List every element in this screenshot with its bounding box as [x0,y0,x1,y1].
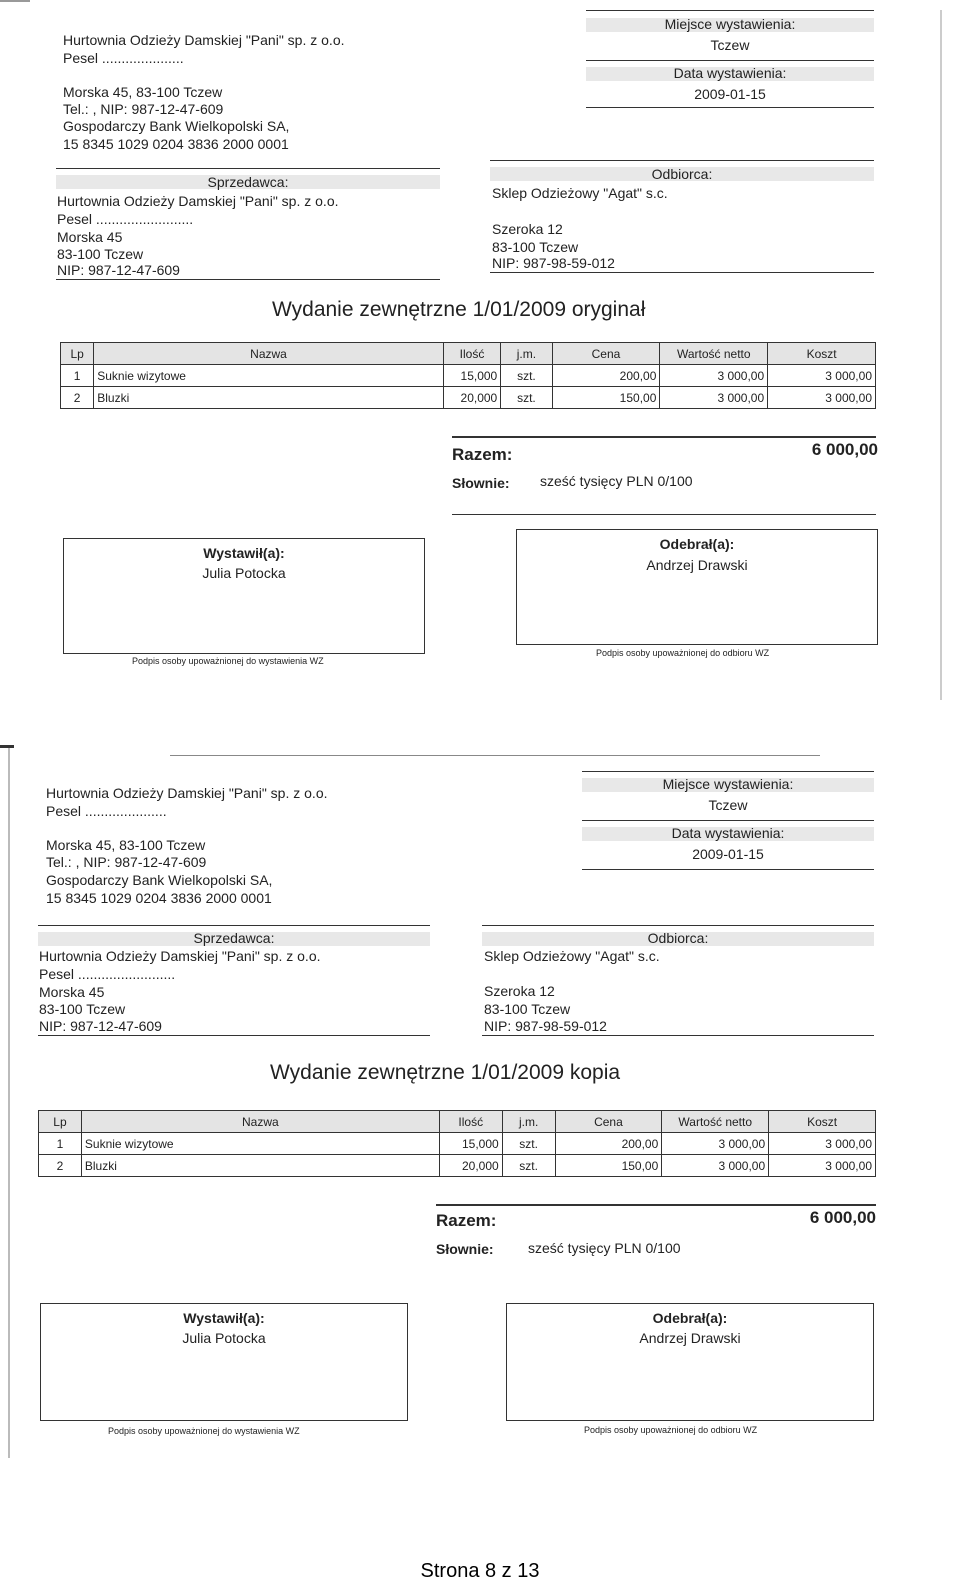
issuer-account: 15 8345 1029 0204 3836 2000 0001 [63,136,289,152]
cell-price: 200,00 [555,1133,662,1155]
cell-unit: szt. [502,1133,555,1155]
cell-price: 150,00 [555,1155,662,1177]
divider [482,1035,874,1036]
column-header: Wartość netto [662,1111,769,1133]
issued-by-label: Wystawił(a): [183,1310,265,1326]
issued-by-name: Julia Potocka [202,565,286,581]
column-header: Wartość netto [660,343,768,365]
buyer-street: Szeroka 12 [484,983,555,999]
items-table [38,1110,876,1177]
issued-by-box [40,1303,408,1421]
table-row [61,387,876,409]
seller-name: Hurtownia Odzieży Damskiej "Pani" sp. z o.o. [39,948,321,964]
seller-name: Hurtownia Odzieży Damskiej "Pani" sp. z o.o. [57,193,339,209]
seller-city: 83-100 Tczew [57,246,144,262]
date-value: 2009-01-15 [692,846,764,862]
divider [482,925,874,926]
table-header-row [61,343,876,365]
column-header: Cena [555,1111,662,1133]
cell-cost: 3 000,00 [769,1155,876,1177]
seller-street: Morska 45 [57,229,123,245]
cell-name: Bluzki [94,387,444,409]
cell-net-value: 3 000,00 [662,1155,769,1177]
document-title: Wydanie zewnętrzne 1/01/2009 kopia [270,1061,621,1084]
divider [38,925,430,926]
cell-lp: 2 [39,1155,82,1177]
cell-net-value: 3 000,00 [662,1133,769,1155]
total-divider [452,436,876,438]
received-by-note: Podpis osoby upoważnionej do odbioru WZ [584,1425,758,1435]
document-copy-original [0,0,960,705]
seller-nip: NIP: 987-12-47-609 [57,262,180,278]
cell-name: Suknie wizytowe [94,365,444,387]
issued-by-note: Podpis osoby upoważnionej do wystawienia WZ [132,656,324,666]
column-header: Ilość [443,343,500,365]
table-row [61,365,876,387]
received-by-label: Odebrał(a): [659,536,735,552]
cell-qty: 20,000 [439,1155,502,1177]
cell-name: Suknie wizytowe [81,1133,439,1155]
received-by-box [516,529,878,645]
date-value: 2009-01-15 [694,86,766,102]
date-label: Data wystawienia: [673,65,787,81]
total-value: 6 000,00 [809,1208,876,1227]
buyer-city: 83-100 Tczew [484,1001,571,1017]
cell-lp: 1 [39,1133,82,1155]
place-value: Tczew [708,797,748,813]
divider [56,168,440,169]
seller-pesel: Pesel ......................... [57,211,194,227]
column-header: Lp [39,1111,82,1133]
cell-qty: 20,000 [443,387,500,409]
issuer-pesel: Pesel ..................... [46,803,167,819]
column-header: Koszt [769,1111,876,1133]
table-row [39,1155,876,1177]
cell-lp: 1 [61,365,94,387]
divider [582,771,874,772]
issued-by-note: Podpis osoby upoważnionej do wystawienia WZ [108,1426,300,1436]
cell-lp: 2 [61,387,94,409]
items-table [60,342,876,409]
issuer-name: Hurtownia Odzieży Damskiej "Pani" sp. z o.o. [46,785,328,801]
divider [490,160,874,161]
date-label: Data wystawienia: [671,825,785,841]
divider [586,60,874,61]
issued-by-box [63,538,425,654]
cell-net-value: 3 000,00 [660,387,768,409]
total-label: Razem: [452,445,513,464]
buyer-name: Sklep Odzieżowy "Agat" s.c. [492,185,668,201]
buyer-name: Sklep Odzieżowy "Agat" s.c. [484,948,660,964]
buyer-city: 83-100 Tczew [492,239,579,255]
column-header: Cena [552,343,660,365]
column-header: Lp [61,343,94,365]
seller-label: Sprzedawca: [193,930,275,946]
cell-cost: 3 000,00 [768,365,876,387]
column-header: Nazwa [81,1111,439,1133]
issuer-phone-nip: Tel.: , NIP: 987-12-47-609 [63,101,224,117]
cell-price: 150,00 [552,387,660,409]
cell-cost: 3 000,00 [768,387,876,409]
received-by-label: Odebrał(a): [652,1310,728,1326]
received-by-note: Podpis osoby upoważnionej do odbioru WZ [596,648,770,658]
document-copy-duplicate [0,755,960,1475]
amount-in-words-value: sześć tysięcy PLN 0/100 [528,1240,681,1256]
amount-in-words-label: Słownie: [436,1241,494,1257]
divider [452,514,876,515]
table-row [39,1133,876,1155]
seller-city: 83-100 Tczew [39,1001,126,1017]
issuer-address: Morska 45, 83-100 Tczew [63,84,223,100]
cell-qty: 15,000 [439,1133,502,1155]
divider [38,1035,430,1036]
cell-qty: 15,000 [443,365,500,387]
cell-net-value: 3 000,00 [660,365,768,387]
issued-by-name: Julia Potocka [182,1330,266,1346]
divider [170,755,820,756]
seller-nip: NIP: 987-12-47-609 [39,1018,162,1034]
column-header: Nazwa [94,343,444,365]
seller-street: Morska 45 [39,984,105,1000]
cell-unit: szt. [501,387,552,409]
received-by-name: Andrzej Drawski [646,557,748,573]
cell-cost: 3 000,00 [769,1133,876,1155]
buyer-label: Odbiorca: [651,166,713,182]
total-value: 6 000,00 [811,440,878,459]
issuer-pesel: Pesel ..................... [63,50,184,66]
cell-unit: szt. [501,365,552,387]
place-value: Tczew [710,37,750,53]
received-by-name: Andrzej Drawski [639,1330,741,1346]
place-label: Miejsce wystawienia: [664,16,796,32]
issuer-phone-nip: Tel.: , NIP: 987-12-47-609 [46,854,207,870]
divider [582,820,874,821]
divider [582,869,874,870]
table-header-row [39,1111,876,1133]
buyer-nip: NIP: 987-98-59-012 [484,1018,607,1034]
received-by-box [506,1303,874,1421]
seller-label: Sprzedawca: [207,174,289,190]
column-header: j.m. [501,343,552,365]
cell-price: 200,00 [552,365,660,387]
document-title: Wydanie zewnętrzne 1/01/2009 oryginał [272,298,646,321]
scan-edge-mark [0,745,14,748]
issuer-account: 15 8345 1029 0204 3836 2000 0001 [46,890,272,906]
column-header: j.m. [502,1111,555,1133]
divider [586,10,874,11]
place-label: Miejsce wystawienia: [662,776,794,792]
seller-pesel: Pesel ......................... [39,966,176,982]
buyer-street: Szeroka 12 [492,221,563,237]
buyer-nip: NIP: 987-98-59-012 [492,255,615,271]
buyer-label: Odbiorca: [647,930,709,946]
amount-in-words-value: sześć tysięcy PLN 0/100 [540,473,693,489]
total-divider [436,1204,876,1206]
issuer-bank: Gospodarczy Bank Wielkopolski SA, [46,872,273,888]
issued-by-label: Wystawił(a): [203,545,285,561]
issuer-bank: Gospodarczy Bank Wielkopolski SA, [63,118,290,134]
column-header: Koszt [768,343,876,365]
issuer-address: Morska 45, 83-100 Tczew [46,837,206,853]
total-label: Razem: [436,1211,497,1230]
page-number: Strona 8 z 13 [420,1560,540,1582]
cell-unit: szt. [502,1155,555,1177]
cell-name: Bluzki [81,1155,439,1177]
divider [490,272,874,273]
divider [56,279,440,280]
amount-in-words-label: Słownie: [452,475,510,491]
divider [586,107,874,108]
column-header: Ilość [439,1111,502,1133]
issuer-name: Hurtownia Odzieży Damskiej "Pani" sp. z o.o. [63,32,345,48]
